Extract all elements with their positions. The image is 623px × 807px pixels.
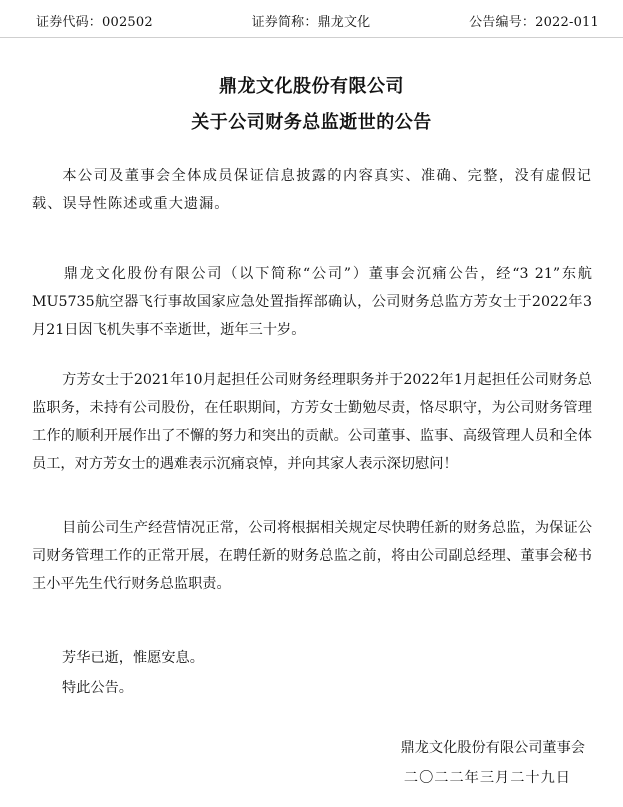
stock-name: 证券简称：鼎龙文化 xyxy=(251,14,371,30)
company-title: 鼎龙文化股份有限公司 xyxy=(219,76,404,97)
body-paragraph-1-text: 鼎龙文化股份有限公司（以下简称“公司”）董事会沉痛公告，经“3 21”东航MU5735航空器飞行事故国家应急处置指挥部确认，公司财务总监方芳女士于2022年3月21日因飞机失事不幸逝世，逝年三十岁。 xyxy=(32,266,592,338)
notice-title: 关于公司财务总监逝世的公告 xyxy=(191,112,432,133)
signature-company: 鼎龙文化股份有限公司董事会 xyxy=(400,740,585,756)
document-header xyxy=(36,8,599,32)
body-paragraph-3 xyxy=(32,514,592,598)
mourning-line: 芳华已逝，惟愿安息。 xyxy=(62,650,204,666)
closing-notice-line: 特此公告。 xyxy=(62,680,133,696)
stock-code: 证券代码：002502 xyxy=(36,14,153,30)
disclaimer-paragraph xyxy=(32,162,592,218)
body-paragraph-2-text: 方芳女士于2021年10月起担任公司财务经理职务并于2022年1月起担任公司财务总监职务，未持有公司股份，在任职期间，方芳女士勤勉尽责，恪尽职守，为公司财务管理工作的顺利开展作出了不懈的努力和突出的贡献。公司董事、监事、高级管理人员和全体员工，对方芳女士的遇难表示沉痛哀悼，并向其家人表示深切慰问！ xyxy=(32,372,592,472)
body-paragraph-1 xyxy=(32,260,592,344)
disclaimer-text: 本公司及董事会全体成员保证信息披露的内容真实、准确、完整，没有虚假记载、误导性陈述或重大遗漏。 xyxy=(32,168,592,212)
body-paragraph-2 xyxy=(32,366,592,478)
notice-number: 公告编号：2022-011 xyxy=(469,14,599,30)
header-divider xyxy=(0,37,623,38)
body-paragraph-3-text: 目前公司生产经营情况正常，公司将根据相关规定尽快聘任新的财务总监，为保证公司财务管理工作的正常开展，在聘任新的财务总监之前，将由公司副总经理、董事会秘书王小平先生代行财务总监职责。 xyxy=(32,520,592,592)
signature-date: 二〇二二年三月二十九日 xyxy=(403,770,571,786)
